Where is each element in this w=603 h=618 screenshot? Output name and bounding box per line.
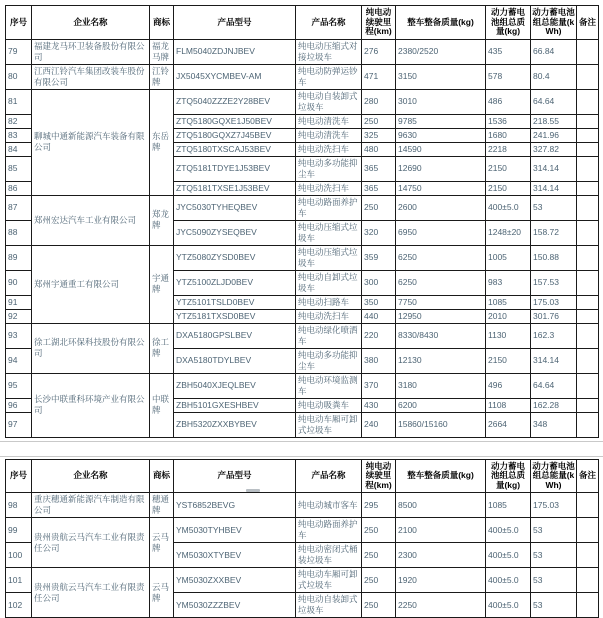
cell-product-name: 纯电动洗扫车 [296,181,362,195]
cell-curb-mass: 6250 [396,270,486,295]
cell-company: 聊城中通新能源汽车装备有限公司 [32,89,150,195]
cell-battery-energy: 314.14 [531,348,577,373]
column-header-2: 商标 [150,6,174,40]
cell-note [577,543,599,568]
cell-curb-mass: 14590 [396,142,486,156]
cell-note [577,295,599,309]
cell-range: 300 [362,270,396,295]
cell-range: 276 [362,39,396,64]
cell-range: 240 [362,412,396,437]
table-row [6,323,599,348]
cell-model: YST6852BEVG [174,493,296,518]
cell-serial: 95 [6,373,32,398]
table-header-row [6,6,599,40]
table-row [6,245,599,270]
cell-range: 350 [362,295,396,309]
column-header-0: 序号 [6,6,32,40]
cell-model: YTZ5181TXSD0BEV [174,309,296,323]
cell-battery-mass: 2218 [486,142,531,156]
cell-note [577,89,599,114]
cell-serial: 86 [6,181,32,195]
cell-curb-mass: 12950 [396,309,486,323]
cell-model: YTZ5101TSLD0BEV [174,295,296,309]
cell-note [577,568,599,593]
cell-battery-energy: 64.64 [531,89,577,114]
cell-battery-mass: 1085 [486,493,531,518]
cell-curb-mass: 8500 [396,493,486,518]
cell-brand: 郑龙牌 [150,195,174,245]
cell-product-name: 纯电动自装卸式垃圾车 [296,89,362,114]
cell-brand: 东岳牌 [150,89,174,195]
cell-note [577,309,599,323]
cell-note [577,142,599,156]
cell-battery-mass: 2150 [486,156,531,181]
table-row [6,39,599,64]
cell-product-name: 纯电动多功能抑尘车 [296,156,362,181]
cell-product-name: 纯电动压缩式对接垃圾车 [296,39,362,64]
cell-serial: 101 [6,568,32,593]
cell-serial: 92 [6,309,32,323]
cell-battery-energy: 158.72 [531,220,577,245]
cell-curb-mass: 6950 [396,220,486,245]
column-header-3: 产品型号 [174,6,296,40]
cell-range: 220 [362,323,396,348]
table-row [6,518,599,543]
cell-curb-mass: 14750 [396,181,486,195]
column-header-2: 商标 [150,459,174,493]
cell-model: DXA5180TDYLBEV [174,348,296,373]
cell-battery-energy: 66.84 [531,39,577,64]
column-header-7: 动力蓄电池组总质量(kg) [486,6,531,40]
cell-range: 359 [362,245,396,270]
table-row [6,373,599,398]
cell-note [577,493,599,518]
cell-note [577,220,599,245]
cell-note [577,593,599,618]
cell-note [577,323,599,348]
cell-note [577,398,599,412]
cell-battery-mass: 496 [486,373,531,398]
cell-product-name: 纯电动自卸式垃圾车 [296,270,362,295]
cell-battery-mass: 1536 [486,114,531,128]
cell-product-name: 纯电动清洗车 [296,114,362,128]
column-header-4: 产品名称 [296,6,362,40]
column-header-9: 备注 [577,6,599,40]
cell-product-name: 纯电动洗扫车 [296,142,362,156]
cell-battery-energy: 64.64 [531,373,577,398]
cell-range: 250 [362,114,396,128]
table-row [6,89,599,114]
cell-product-name: 纯电动路面养护车 [296,195,362,220]
cell-battery-mass: 435 [486,39,531,64]
cell-battery-mass: 578 [486,64,531,89]
cell-range: 480 [362,142,396,156]
cell-battery-energy: 53 [531,518,577,543]
cell-model: JYC5030TYHEQBEV [174,195,296,220]
column-header-6: 整车整备质量(kg) [396,459,486,493]
column-header-1: 企业名称 [32,6,150,40]
cell-company: 长沙中联重科环境产业有限公司 [32,373,150,437]
cell-battery-energy: 162.3 [531,323,577,348]
cell-serial: 80 [6,64,32,89]
cell-battery-mass: 400±5.0 [486,593,531,618]
cell-product-name: 纯电动压缩式垃圾车 [296,245,362,270]
cell-model: YTZ5100ZLJD0BEV [174,270,296,295]
table-row [6,64,599,89]
cell-range: 250 [362,568,396,593]
cell-company: 郑州宇通重工有限公司 [32,245,150,323]
cell-model: DXA5180GPSLBEV [174,323,296,348]
cell-model: ZTQ5180GQXE1J50BEV [174,114,296,128]
cell-serial: 100 [6,543,32,568]
cell-battery-energy: 80.4 [531,64,577,89]
table-row [6,568,599,593]
column-header-8: 动力蓄电池组总能量(kWh) [531,6,577,40]
cell-company: 郑州宏达汽车工业有限公司 [32,195,150,245]
table-header-row [6,459,599,493]
cell-note [577,348,599,373]
column-header-6: 整车整备质量(kg) [396,6,486,40]
cell-battery-mass: 400±5.0 [486,195,531,220]
cell-model: ZTQ5181TDYE1J53BEV [174,156,296,181]
cell-serial: 97 [6,412,32,437]
cell-curb-mass: 7750 [396,295,486,309]
cell-battery-energy: 162.28 [531,398,577,412]
cell-note [577,412,599,437]
cell-curb-mass: 2250 [396,593,486,618]
cell-product-name: 纯电动密闭式桶装垃圾车 [296,543,362,568]
cell-product-name: 纯电动扫路车 [296,295,362,309]
cell-battery-mass: 1085 [486,295,531,309]
cell-curb-mass: 2100 [396,518,486,543]
column-header-0: 序号 [6,459,32,493]
cell-range: 325 [362,128,396,142]
cell-range: 380 [362,348,396,373]
cell-battery-energy: 314.14 [531,156,577,181]
cell-model: ZTQ5180TXSCAJ53BEV [174,142,296,156]
cell-brand: 徐工牌 [150,323,174,373]
cell-battery-energy: 175.03 [531,493,577,518]
cell-serial: 99 [6,518,32,543]
cell-product-name: 纯电动车厢可卸式垃圾车 [296,412,362,437]
cell-curb-mass: 15860/15160 [396,412,486,437]
cell-battery-energy: 157.53 [531,270,577,295]
cell-curb-mass: 3010 [396,89,486,114]
cell-battery-mass: 2010 [486,309,531,323]
cell-range: 440 [362,309,396,323]
cell-serial: 102 [6,593,32,618]
table-row [6,195,599,220]
cell-curb-mass: 9785 [396,114,486,128]
cell-product-name: 纯电动环境监测车 [296,373,362,398]
cell-company: 福建龙马环卫装备股份有限公司 [32,39,150,64]
cell-brand: 中联牌 [150,373,174,437]
cell-battery-mass: 983 [486,270,531,295]
cell-curb-mass: 2300 [396,543,486,568]
page-break-line-bottom [0,456,603,457]
cell-range: 370 [362,373,396,398]
cell-curb-mass: 8330/8430 [396,323,486,348]
cell-range: 320 [362,220,396,245]
cell-product-name: 纯电动洗扫车 [296,309,362,323]
cell-battery-energy: 241.96 [531,128,577,142]
cell-serial: 94 [6,348,32,373]
cell-curb-mass: 12130 [396,348,486,373]
cell-curb-mass: 6200 [396,398,486,412]
cell-serial: 98 [6,493,32,518]
cell-range: 365 [362,181,396,195]
cell-serial: 79 [6,39,32,64]
vehicle-catalog-table-1 [5,5,599,438]
cell-curb-mass: 1920 [396,568,486,593]
cell-company: 贵州贵航云马汽车工业有限责任公司 [32,568,150,618]
cell-product-name: 纯电动城市客车 [296,493,362,518]
cell-battery-energy: 327.82 [531,142,577,156]
cell-model: YTZ5080ZYSD0BEV [174,245,296,270]
cell-battery-mass: 486 [486,89,531,114]
cell-brand: 云马牌 [150,568,174,618]
cell-curb-mass: 3180 [396,373,486,398]
cell-model: YM5030ZXXBEV [174,568,296,593]
cell-company: 江西江铃汽车集团改装车股份有限公司 [32,64,150,89]
cell-company: 贵州贵航云马汽车工业有限责任公司 [32,518,150,568]
column-header-7: 动力蓄电池组总质量(kg) [486,459,531,493]
cell-battery-mass: 2664 [486,412,531,437]
cell-range: 250 [362,195,396,220]
cell-battery-mass: 1130 [486,323,531,348]
cell-note [577,114,599,128]
cell-battery-energy: 53 [531,568,577,593]
cell-battery-energy: 301.76 [531,309,577,323]
cell-product-name: 纯电动车厢可卸式垃圾车 [296,568,362,593]
cell-battery-energy: 150.88 [531,245,577,270]
cell-serial: 82 [6,114,32,128]
column-header-3: 产品型号 [174,459,296,493]
cell-model: ZBH5101GXESHBEV [174,398,296,412]
cell-serial: 96 [6,398,32,412]
cell-note [577,270,599,295]
column-header-1: 企业名称 [32,459,150,493]
cell-battery-energy: 53 [531,195,577,220]
cell-model: JYC5090ZYSEQBEV [174,220,296,245]
cell-model: ZTQ5180GQXZ7J45BEV [174,128,296,142]
cell-note [577,64,599,89]
cell-serial: 84 [6,142,32,156]
cell-model: ZTQ5040ZZZE2Y28BEV [174,89,296,114]
cell-range: 280 [362,89,396,114]
cell-serial: 83 [6,128,32,142]
cell-curb-mass: 9630 [396,128,486,142]
cell-battery-mass: 2150 [486,348,531,373]
column-header-4: 产品名称 [296,459,362,493]
page-number-fragment [246,489,260,492]
cell-battery-mass: 1680 [486,128,531,142]
table-row [6,493,599,518]
cell-curb-mass: 3150 [396,64,486,89]
cell-model: YM5030XTYBEV [174,543,296,568]
cell-range: 365 [362,156,396,181]
cell-note [577,195,599,220]
cell-model: YM5030TYHBEV [174,518,296,543]
cell-curb-mass: 2380/2520 [396,39,486,64]
cell-model: ZBH5040XJEQLBEV [174,373,296,398]
cell-battery-mass: 1108 [486,398,531,412]
cell-company: 徐工湖北环保科技股份有限公司 [32,323,150,373]
cell-brand: 江铃牌 [150,64,174,89]
cell-battery-mass: 1248±20 [486,220,531,245]
cell-battery-energy: 53 [531,543,577,568]
cell-product-name: 纯电动防弹运钞车 [296,64,362,89]
cell-note [577,181,599,195]
cell-range: 295 [362,493,396,518]
column-header-9: 备注 [577,459,599,493]
cell-battery-mass: 400±5.0 [486,518,531,543]
cell-battery-energy: 218.55 [531,114,577,128]
cell-battery-energy: 314.14 [531,181,577,195]
cell-curb-mass: 6250 [396,245,486,270]
cell-battery-energy: 348 [531,412,577,437]
cell-product-name: 纯电动绿化喷洒车 [296,323,362,348]
cell-product-name: 纯电动路面养护车 [296,518,362,543]
cell-note [577,156,599,181]
cell-battery-mass: 1005 [486,245,531,270]
cell-serial: 81 [6,89,32,114]
cell-serial: 87 [6,195,32,220]
cell-brand: 穗通牌 [150,493,174,518]
cell-product-name: 纯电动吸粪车 [296,398,362,412]
cell-model: ZTQ5181TXSE1J53BEV [174,181,296,195]
vehicle-catalog-table-2 [5,459,599,618]
cell-note [577,128,599,142]
cell-serial: 93 [6,323,32,348]
cell-battery-energy: 53 [531,593,577,618]
cell-model: ZBH5320ZXXBYBEV [174,412,296,437]
cell-range: 430 [362,398,396,412]
cell-battery-mass: 2150 [486,181,531,195]
cell-note [577,518,599,543]
column-header-8: 动力蓄电池组总能量(kWh) [531,459,577,493]
cell-serial: 85 [6,156,32,181]
column-header-5: 纯电动续驶里程(km) [362,459,396,493]
cell-model: FLM5040ZDJNJBEV [174,39,296,64]
column-header-5: 纯电动续驶里程(km) [362,6,396,40]
cell-range: 250 [362,593,396,618]
cell-brand: 福龙马牌 [150,39,174,64]
cell-battery-energy: 175.03 [531,295,577,309]
cell-range: 250 [362,518,396,543]
cell-product-name: 纯电动压缩式垃圾车 [296,220,362,245]
cell-battery-mass: 400±5.0 [486,543,531,568]
cell-company: 重庆穗通新能源汽车制造有限公司 [32,493,150,518]
cell-note [577,245,599,270]
document-page [0,5,603,493]
cell-note [577,39,599,64]
cell-serial: 90 [6,270,32,295]
cell-serial: 91 [6,295,32,309]
cell-range: 250 [362,543,396,568]
page-break-line-top [0,441,603,442]
cell-range: 471 [362,64,396,89]
cell-product-name: 纯电动多功能抑尘车 [296,348,362,373]
cell-note [577,373,599,398]
cell-brand: 云马牌 [150,518,174,568]
cell-product-name: 纯电动清洗车 [296,128,362,142]
cell-serial: 89 [6,245,32,270]
cell-product-name: 纯电动自装卸式垃圾车 [296,593,362,618]
cell-brand: 宇通牌 [150,245,174,323]
cell-model: JX5045XYCMBEV-AM [174,64,296,89]
cell-curb-mass: 2600 [396,195,486,220]
cell-curb-mass: 12690 [396,156,486,181]
cell-model: YM5030ZZZBEV [174,593,296,618]
cell-battery-mass: 400±5.0 [486,568,531,593]
cell-serial: 88 [6,220,32,245]
